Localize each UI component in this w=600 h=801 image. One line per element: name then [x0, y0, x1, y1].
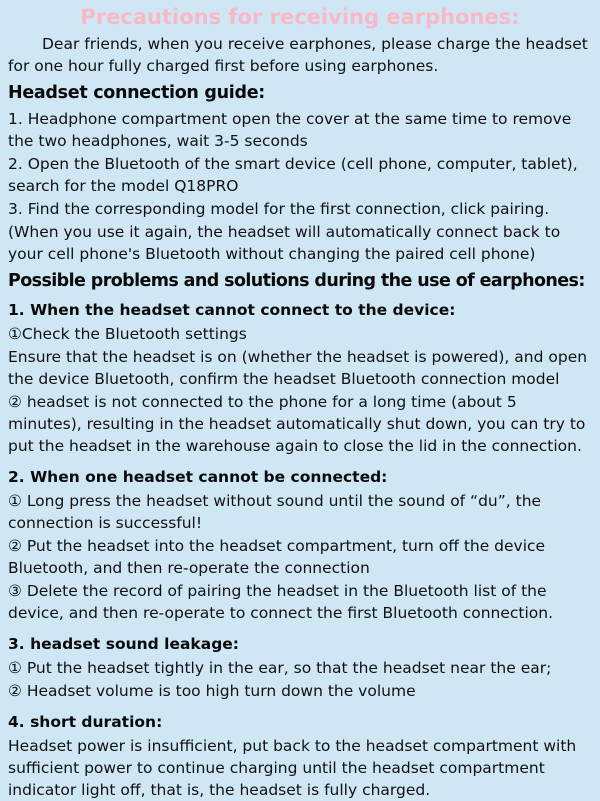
problem-2-line-1: ① Long press the headset without sound until the sound of “du”, the connection is successful! — [8, 492, 542, 533]
problem-1-line-1: ①Check the Bluetooth settings — [8, 325, 247, 344]
section-heading-connection-guide: Headset connection guide: — [8, 83, 265, 104]
problem-2-line-2: ② Put the headset into the headset compartment, turn off the device Bluetooth, and then re-operate the connection — [8, 537, 546, 578]
problem-3-title: 3. headset sound leakage: — [8, 635, 240, 654]
problem-3-line-2: ② Headset volume is too high turn down the volume — [8, 682, 416, 701]
problem-2-title: 2. When one headset cannot be connected: — [8, 468, 388, 487]
problem-3-line-1: ① Put the headset tightly in the ear, so that the headset near the ear; — [8, 659, 552, 678]
problem-1-line-2: Ensure that the headset is on (whether the headset is powered), and open the device Bluetooth, confirm the headset Bluetooth connection model — [8, 348, 588, 389]
page-title: Precautions for receiving earphones: — [80, 5, 520, 29]
problem-1-line-3: ② headset is not connected to the phone for a long time (about 5 minutes), resulting in the headset automatically shut down, you can try to put the headset in the warehouse again to close the lid in the connection. — [8, 393, 586, 456]
connection-note: (When you use it again, the headset will automatically connect back to your cell phone's Bluetooth without changing the paired cell phone) — [8, 223, 561, 264]
connection-step-3: 3. Find the corresponding model for the first connection, click pairing. — [8, 200, 550, 219]
connection-step-1: 1. Headphone compartment open the cover at the same time to remove the two headphones, wait 3-5 seconds — [8, 110, 572, 151]
problem-4-title: 4. short duration: — [8, 713, 163, 732]
connection-step-2: 2. Open the Bluetooth of the smart device (cell phone, computer, tablet), search for the model Q18PRO — [8, 155, 578, 196]
problem-1-title: 1. When the headset cannot connect to the device: — [8, 301, 456, 320]
intro-paragraph: Dear friends, when you receive earphones, please charge the headset for one hour fully charged first before using earphones. — [8, 35, 588, 76]
problem-4-line-1: Headset power is insufficient, put back to the headset compartment with sufficient power to continue charging until the headset compartment indicator light off, that is, the headset is fully charged. — [8, 737, 577, 800]
problem-2-line-3: ③ Delete the record of pairing the headset in the Bluetooth list of the device, and then re-operate to connect the first Bluetooth connection. — [8, 582, 554, 623]
section-heading-problems-solutions: Possible problems and solutions during the use of earphones: — [8, 271, 585, 292]
